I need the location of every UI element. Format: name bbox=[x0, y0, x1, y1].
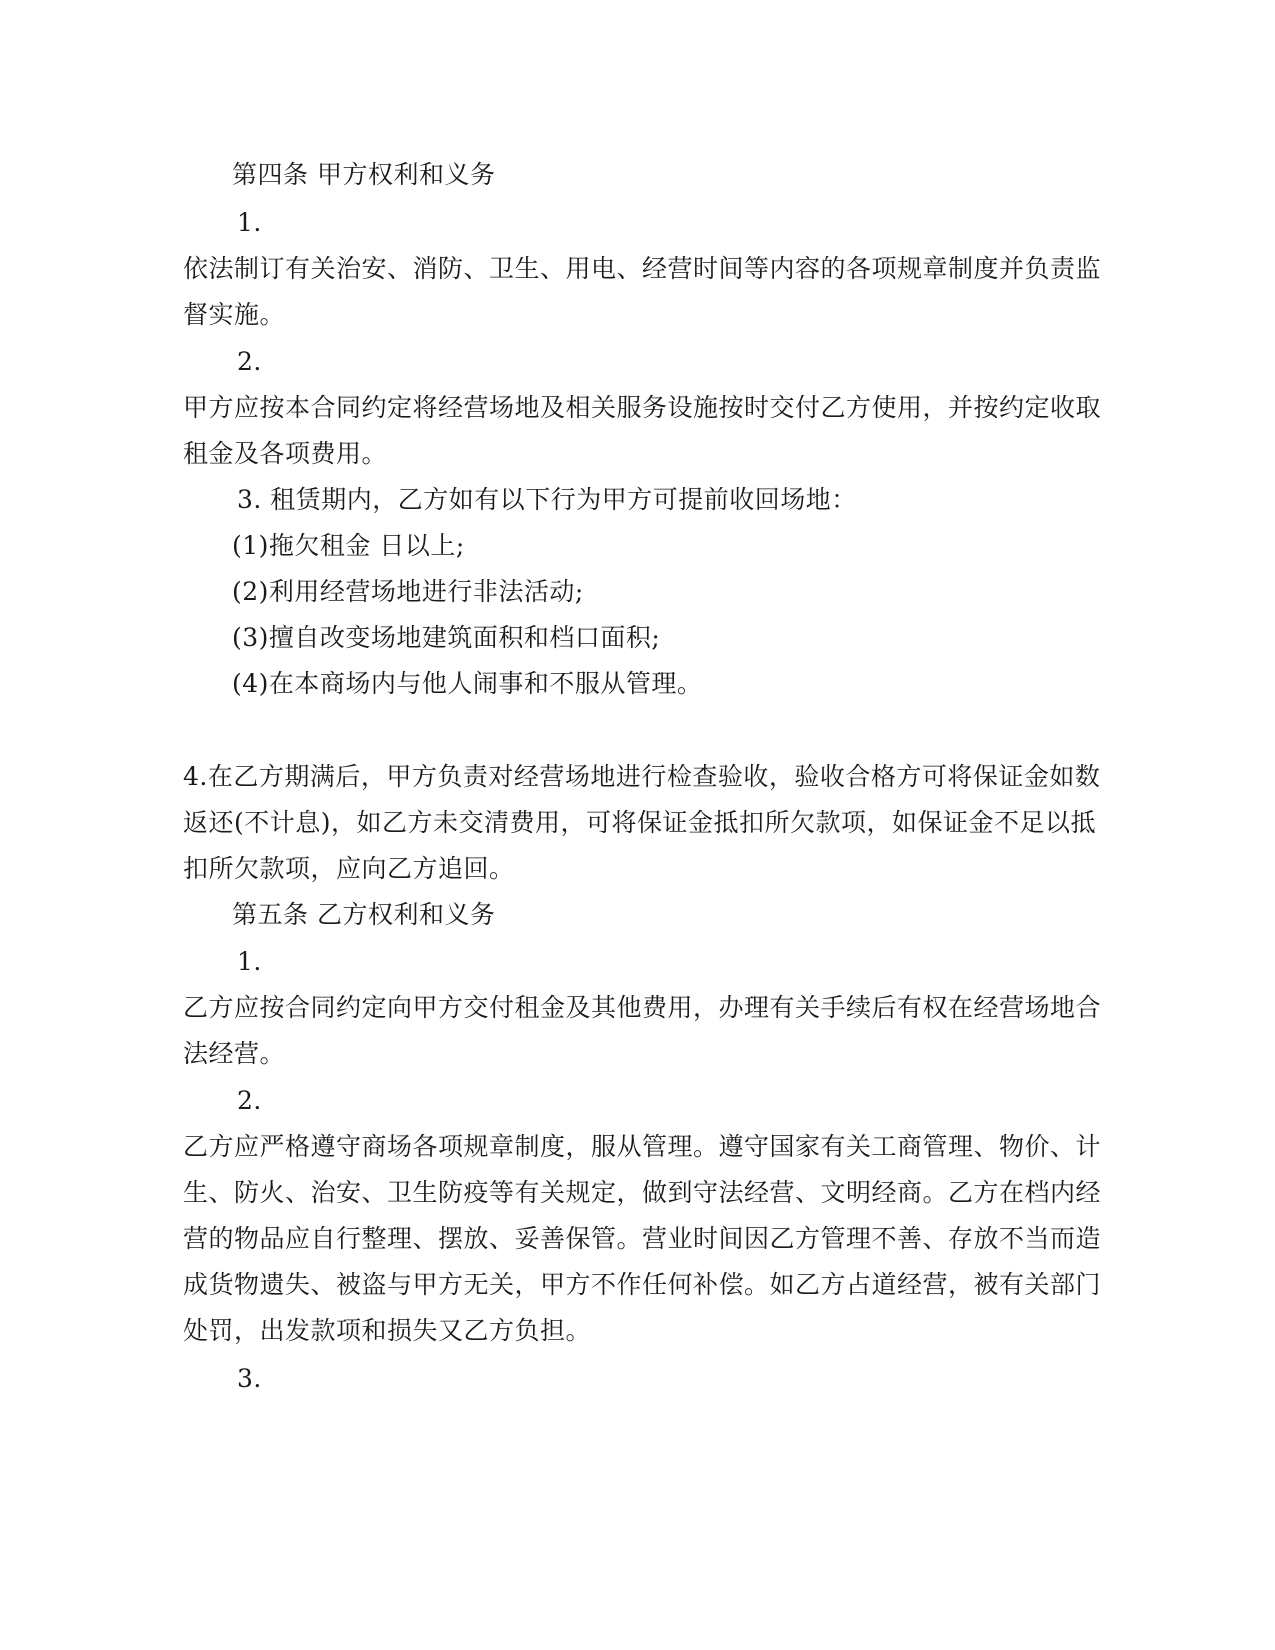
article-4-item-2-number: 2. bbox=[237, 347, 262, 376]
article-4-item-1-text-line-1: 依法制订有关治安、消防、卫生、用电、经营时间等内容的各项规章制度并负责监 bbox=[183, 254, 1102, 283]
article-4-item-2-text-line-1: 甲方应按本合同约定将经营场地及相关服务设施按时交付乙方使用，并按约定收取 bbox=[183, 393, 1102, 422]
article-4-item-4-text-line-3: 扣所欠款项，应向乙方追回。 bbox=[183, 854, 515, 883]
article-4-item-4-text-line-1: 4.在乙方期满后，甲方负责对经营场地进行检查验收，验收合格方可将保证金如数 bbox=[183, 762, 1101, 791]
article-4-item-3-sub-3: (3)擅自改变场地建筑面积和档口面积; bbox=[232, 623, 661, 652]
article-4-item-3-intro: 3. 租赁期内，乙方如有以下行为甲方可提前收回场地： bbox=[237, 485, 857, 514]
article-5-item-2-number: 2. bbox=[237, 1086, 262, 1115]
article-4-item-3-sub-1: (1)拖欠租金 日以上; bbox=[232, 531, 465, 560]
article-5-item-2-text-line-1: 乙方应严格遵守商场各项规章制度，服从管理。遵守国家有关工商管理、物价、计 bbox=[183, 1132, 1102, 1161]
article-5-item-2-text-line-5: 处罚，出发款项和损失又乙方负担。 bbox=[183, 1316, 592, 1345]
article-4-item-3-sub-4: (4)在本商场内与他人闹事和不服从管理。 bbox=[232, 669, 703, 698]
article-4-item-1-text-line-2: 督实施。 bbox=[183, 300, 286, 329]
article-5-item-1-text-line-1: 乙方应按合同约定向甲方交付租金及其他费用，办理有关手续后有权在经营场地合 bbox=[183, 993, 1102, 1022]
article-4-heading: 第四条 甲方权利和义务 bbox=[232, 160, 496, 189]
article-5-item-3-number: 3. bbox=[237, 1364, 262, 1393]
article-5-item-1-text-line-2: 法经营。 bbox=[183, 1039, 286, 1068]
article-5-heading: 第五条 乙方权利和义务 bbox=[232, 900, 496, 929]
article-5-item-2-text-line-2: 生、防火、治安、卫生防疫等有关规定，做到守法经营、文明经商。乙方在档内经 bbox=[183, 1178, 1102, 1207]
article-4-item-1-number: 1. bbox=[237, 208, 262, 237]
article-4-item-2-text-line-2: 租金及各项费用。 bbox=[183, 439, 388, 468]
article-5-item-2-text-line-4: 成货物遗失、被盗与甲方无关，甲方不作任何补偿。如乙方占道经营，被有关部门 bbox=[183, 1270, 1102, 1299]
article-4-item-4-text-line-2: 返还(不计息)，如乙方未交清费用，可将保证金抵扣所欠款项，如保证金不足以抵 bbox=[183, 808, 1097, 837]
article-5-item-2-text-line-3: 营的物品应自行整理、摆放、妥善保管。营业时间因乙方管理不善、存放不当而造 bbox=[183, 1224, 1102, 1253]
article-5-item-1-number: 1. bbox=[237, 947, 262, 976]
article-4-item-3-sub-2: (2)利用经营场地进行非法活动; bbox=[232, 577, 584, 606]
